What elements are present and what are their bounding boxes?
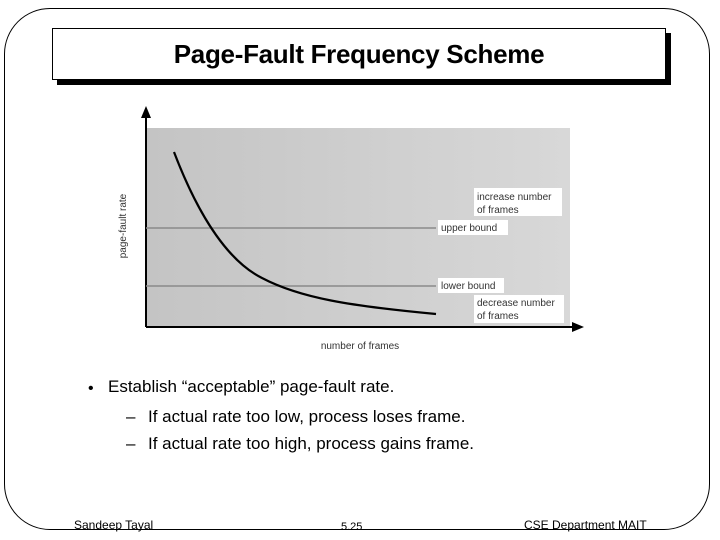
footer-page-number: 5.25 [341, 521, 363, 533]
increase-label-line2: of frames [477, 205, 519, 216]
sub-bullet-2 [126, 434, 474, 454]
decrease-label-line2: of frames [477, 311, 519, 322]
decrease-label-line1: decrease number [477, 298, 555, 309]
bullet-marker: • [88, 380, 94, 397]
x-axis-label: number of frames [320, 341, 400, 352]
bullet-main: Establish “acceptable” page-fault rate. [108, 377, 395, 396]
sub-bullet-marker: – [126, 434, 136, 453]
footer-department: CSE Department MAIT [524, 518, 647, 532]
x-axis-arrow [572, 322, 584, 332]
y-axis-arrow [141, 106, 151, 118]
sub-bullet-1 [126, 407, 465, 427]
sub-bullet-text: If actual rate too high, process gains frame. [148, 434, 475, 453]
footer-author: Sandeep Tayal [74, 518, 154, 532]
increase-label-line1: increase number [477, 192, 552, 203]
upper-bound-label: upper bound [441, 223, 498, 234]
slide-title: Page-Fault Frequency Scheme [173, 38, 545, 69]
lower-bound-label: lower bound [441, 281, 496, 292]
sub-bullet-marker: – [126, 407, 136, 426]
sub-bullet-text: If actual rate too low, process loses frame. [148, 407, 466, 426]
y-axis-label: page-fault rate [118, 193, 129, 259]
